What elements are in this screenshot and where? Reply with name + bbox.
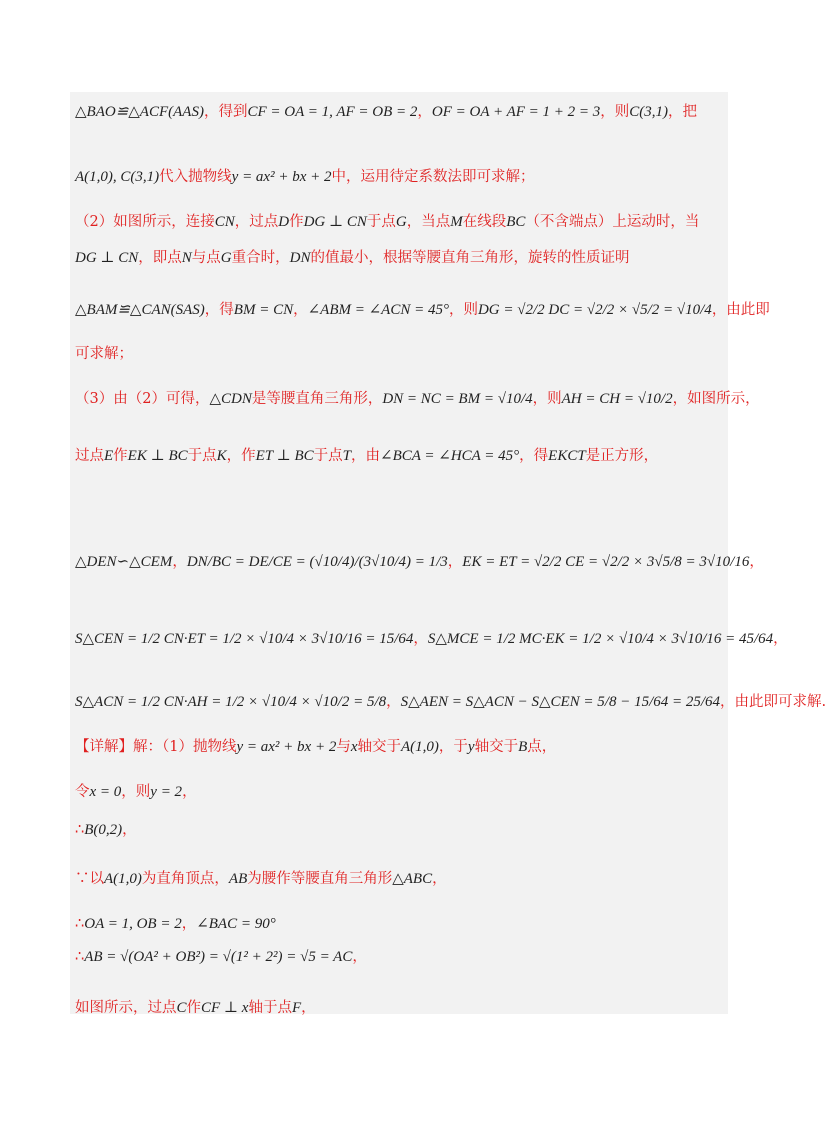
text-line bbox=[75, 246, 629, 267]
text-run: ， bbox=[749, 554, 764, 570]
math-expression: △DEN∽△CEM bbox=[75, 554, 173, 570]
math-expression: ∠BCA = ∠HCA = 45° bbox=[380, 448, 520, 464]
text-run: ， bbox=[413, 631, 428, 647]
math-expression: C(3,1) bbox=[629, 104, 669, 120]
text-run: 重合时， bbox=[231, 250, 290, 266]
text-run: ，作 bbox=[226, 448, 256, 464]
math-expression: EK ⊥ BC bbox=[127, 448, 188, 464]
text-run: 轴交于 bbox=[357, 739, 401, 755]
text-run: 可求解； bbox=[75, 346, 133, 362]
text-run: （不含端点）上运动时，当 bbox=[525, 214, 700, 230]
text-run: 点， bbox=[527, 739, 557, 755]
math-expression: x bbox=[350, 739, 358, 755]
math-expression: DN = NC = BM = √10/4 bbox=[382, 391, 533, 407]
text-line bbox=[75, 735, 556, 756]
text-run: ， bbox=[417, 104, 432, 120]
text-run: ，由 bbox=[351, 448, 380, 464]
text-run: （2）如图所示，连接 bbox=[75, 214, 215, 230]
text-run: ， bbox=[447, 554, 463, 570]
text-line bbox=[75, 690, 826, 711]
math-expression: CN bbox=[214, 214, 235, 230]
text-run: ，把 bbox=[668, 104, 698, 120]
text-line bbox=[75, 444, 658, 465]
math-expression: DN bbox=[289, 250, 311, 266]
text-run: （3）由（2）可得， bbox=[75, 391, 210, 407]
math-expression: DG ⊥ CN bbox=[303, 214, 367, 230]
text-run: ∴ bbox=[75, 949, 85, 965]
text-line bbox=[75, 945, 367, 966]
math-expression: A(1,0), C(3,1) bbox=[75, 169, 160, 185]
math-expression: CF = OA = 1, AF = OB = 2 bbox=[247, 104, 418, 120]
text-run: 作 bbox=[113, 448, 128, 464]
text-run: ，得到 bbox=[203, 104, 248, 120]
math-expression: x = 0 bbox=[89, 784, 122, 800]
text-run: ，则 bbox=[448, 302, 478, 318]
math-expression: BC bbox=[506, 214, 526, 230]
text-run: 与 bbox=[336, 739, 351, 755]
text-line bbox=[75, 165, 535, 186]
math-expression: D bbox=[278, 214, 290, 230]
text-run: ， bbox=[172, 554, 187, 570]
math-expression: A(1,0) bbox=[401, 739, 439, 755]
text-run: ，当点 bbox=[406, 214, 451, 230]
text-run: ， bbox=[352, 949, 367, 965]
math-expression: F bbox=[291, 1000, 302, 1016]
text-run: 于点 bbox=[366, 214, 396, 230]
math-expression: DN/BC = DE/CE = (√10/4)/(3√10/4) = 1/3 bbox=[186, 554, 448, 570]
math-expression: ET ⊥ BC bbox=[255, 448, 314, 464]
math-expression: B(0,2) bbox=[84, 822, 123, 838]
math-expression: y = 2 bbox=[150, 784, 183, 800]
text-run: ，得 bbox=[519, 448, 549, 464]
text-run: 作 bbox=[186, 1000, 202, 1016]
math-expression: K bbox=[216, 448, 227, 464]
text-run: ，过点 bbox=[234, 214, 279, 230]
text-run: 轴于点 bbox=[248, 1000, 292, 1016]
text-line bbox=[75, 867, 447, 888]
math-expression: B bbox=[518, 739, 528, 755]
text-run: 如图所示，过点 bbox=[75, 1000, 177, 1016]
text-run: 【详解】解：（1）抛物线 bbox=[75, 739, 237, 755]
text-line bbox=[75, 298, 770, 319]
math-expression: S△AEN = S△ACN − S△CEN = 5/8 − 15/64 = 25/64 bbox=[400, 694, 721, 710]
math-expression: OA = 1, OB = 2 bbox=[84, 916, 182, 932]
text-run: 于点 bbox=[313, 448, 343, 464]
text-run: 的值最小，根据等腰直角三角形，旋转的性质证明 bbox=[310, 250, 630, 266]
text-run: 是等腰直角三角形， bbox=[251, 391, 383, 407]
text-run: 与点 bbox=[191, 250, 221, 266]
text-run: 于点 bbox=[187, 448, 217, 464]
math-expression: AB = √(OA² + OB²) = √(1² + 2²) = √5 = AC bbox=[84, 949, 353, 965]
math-expression: △BAO≌△ACF(AAS) bbox=[75, 104, 204, 120]
text-run: ，则 bbox=[121, 784, 151, 800]
math-expression: T bbox=[342, 448, 351, 464]
text-line bbox=[75, 627, 788, 648]
text-run: ∴ bbox=[75, 822, 85, 838]
math-expression: OF = OA + AF = 1 + 2 = 3 bbox=[431, 104, 601, 120]
math-expression: △BAM≌△CAN(SAS) bbox=[75, 302, 205, 318]
text-line bbox=[75, 387, 760, 408]
math-expression: △ABC bbox=[392, 871, 433, 887]
math-expression: ∠ABM = ∠ACN = 45° bbox=[307, 302, 449, 318]
math-expression: ∠BAC = 90° bbox=[196, 916, 276, 932]
text-run: ，得 bbox=[204, 302, 234, 318]
math-expression: S△CEN = 1/2 CN·ET = 1/2 × √10/4 × 3√10/16 = 15/64 bbox=[75, 631, 414, 647]
math-expression: N bbox=[181, 250, 192, 266]
text-run: ， bbox=[293, 302, 308, 318]
text-run: ， bbox=[182, 784, 197, 800]
text-run: 作 bbox=[289, 214, 304, 230]
math-expression: M bbox=[450, 214, 463, 230]
math-expression: G bbox=[220, 250, 232, 266]
math-expression: EK = ET = √2/2 CE = √2/2 × 3√5/8 = 3√10/16 bbox=[462, 554, 750, 570]
math-expression: AB bbox=[228, 871, 248, 887]
text-run: ，由此即 bbox=[711, 302, 770, 318]
text-run: 在线段 bbox=[462, 214, 507, 230]
text-run: ∴ bbox=[75, 916, 85, 932]
math-expression: G bbox=[395, 214, 407, 230]
text-line bbox=[75, 818, 137, 839]
text-run: ， bbox=[122, 822, 137, 838]
math-expression: S△MCE = 1/2 MC·EK = 1/2 × √10/4 × 3√10/16 = 45/64 bbox=[427, 631, 774, 647]
math-expression: E bbox=[104, 448, 114, 464]
text-run: 是正方形， bbox=[585, 448, 659, 464]
math-expression: CF ⊥ x bbox=[201, 1000, 249, 1016]
text-run: 过点 bbox=[75, 448, 104, 464]
text-run: ，即点 bbox=[138, 250, 182, 266]
text-line bbox=[75, 996, 316, 1017]
math-expression: y bbox=[467, 739, 475, 755]
text-line bbox=[75, 780, 197, 801]
text-run: 轴交于 bbox=[474, 739, 519, 755]
math-expression: △CDN bbox=[209, 391, 252, 407]
text-run: ， bbox=[773, 631, 788, 647]
text-run: ， bbox=[301, 1000, 316, 1016]
text-run: 令 bbox=[75, 784, 90, 800]
text-run: ， bbox=[181, 916, 197, 932]
text-line bbox=[75, 342, 133, 363]
math-expression: AH = CH = √10/2 bbox=[561, 391, 673, 407]
text-run: ， bbox=[386, 694, 401, 710]
math-expression: y = ax² + bx + 2 bbox=[236, 739, 337, 755]
text-run: ∵以 bbox=[75, 871, 104, 887]
math-expression: S△ACN = 1/2 CN·AH = 1/2 × √10/4 × √10/2 = 5/8 bbox=[75, 694, 387, 710]
math-expression: C bbox=[176, 1000, 187, 1016]
math-expression: BM = CN bbox=[233, 302, 294, 318]
text-line bbox=[75, 912, 276, 933]
text-run: ，由此即可求解. bbox=[720, 694, 826, 710]
text-run: ，则 bbox=[600, 104, 630, 120]
text-run: ， bbox=[432, 871, 447, 887]
text-line bbox=[75, 100, 697, 121]
text-line bbox=[75, 210, 699, 231]
text-run: ，于 bbox=[438, 739, 468, 755]
text-line bbox=[75, 550, 764, 571]
text-run: 代入抛物线 bbox=[159, 169, 232, 185]
text-run: 为直角顶点， bbox=[141, 871, 229, 887]
math-expression: DG = √2/2 DC = √2/2 × √5/2 = √10/4 bbox=[477, 302, 712, 318]
text-run: ，则 bbox=[532, 391, 562, 407]
math-expression: A(1,0) bbox=[104, 871, 142, 887]
math-expression: DG ⊥ CN bbox=[75, 250, 139, 266]
text-run: 中，运用待定系数法即可求解； bbox=[331, 169, 535, 185]
text-run: 为腰作等腰直角三角形 bbox=[247, 871, 393, 887]
math-expression: EKCT bbox=[548, 448, 586, 464]
text-run: ，如图所示， bbox=[672, 391, 760, 407]
math-expression: y = ax² + bx + 2 bbox=[231, 169, 332, 185]
